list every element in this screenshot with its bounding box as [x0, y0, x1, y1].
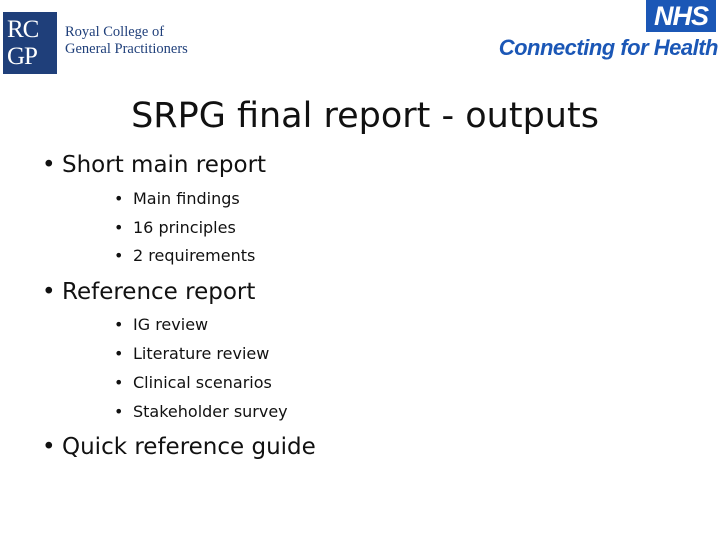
bullet-glyph: •	[114, 246, 124, 265]
rcgp-name-line-2: General Practitioners	[65, 41, 188, 57]
bullet-glyph: •	[42, 434, 56, 460]
nhs-logo-badge: NHS	[646, 0, 716, 32]
nhs-logo-tagline: Connecting for Health	[498, 35, 718, 60]
sub-bullet-item	[114, 372, 272, 394]
rcgp-monogram-line-2: GP	[7, 43, 37, 70]
sub-bullet-text: Clinical scenarios	[133, 373, 272, 392]
slide-title: SRPG final report - outputs	[131, 96, 599, 136]
rcgp-monogram-line-1: RC	[7, 16, 39, 43]
sub-bullet-item	[114, 401, 288, 423]
sub-bullet-text: 16 principles	[133, 218, 236, 237]
bullet-glyph: •	[114, 402, 124, 421]
sub-bullet-text: IG review	[133, 315, 209, 334]
bullet-item	[42, 277, 255, 307]
sub-bullet-item	[114, 314, 208, 336]
bullet-glyph: •	[114, 344, 124, 363]
sub-bullet-item	[114, 217, 236, 239]
sub-bullet-text: Stakeholder survey	[133, 402, 288, 421]
bullet-text: Short main report	[62, 152, 267, 178]
sub-bullet-text: Main findings	[133, 189, 240, 208]
bullet-glyph: •	[114, 189, 124, 208]
bullet-glyph: •	[42, 152, 56, 178]
sub-bullet-text: Literature review	[133, 344, 270, 363]
bullet-glyph: •	[114, 315, 124, 334]
bullet-item	[42, 432, 316, 462]
bullet-glyph: •	[114, 218, 124, 237]
rcgp-name-line-1: Royal College of	[65, 24, 165, 40]
sub-bullet-item	[114, 188, 240, 210]
bullet-glyph: •	[114, 373, 124, 392]
sub-bullet-item	[114, 343, 269, 365]
sub-bullet-item	[114, 245, 255, 267]
sub-bullet-text: 2 requirements	[133, 246, 256, 265]
bullet-text: Quick reference guide	[62, 434, 316, 460]
bullet-item	[42, 150, 266, 180]
bullet-glyph: •	[42, 279, 56, 305]
bullet-text: Reference report	[62, 279, 256, 305]
